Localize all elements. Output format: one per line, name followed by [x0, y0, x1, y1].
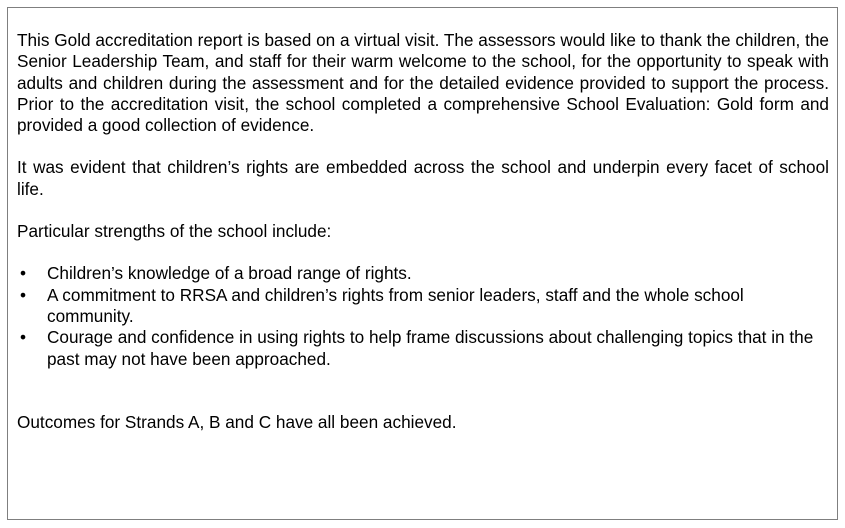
strength-text: Children’s knowledge of a broad range of rights.: [47, 263, 412, 284]
bullet-icon: •: [19, 263, 27, 284]
paragraph-spacer: [17, 370, 829, 412]
list-item: [17, 263, 829, 284]
strength-text: Courage and confidence in using rights to help frame discussions about challenging topics that in the past may not have been approached.: [47, 327, 814, 369]
paragraph-spacer: [17, 136, 829, 157]
report-content: [17, 30, 829, 433]
bullet-icon: •: [19, 327, 27, 348]
strengths-heading: Particular strengths of the school include:: [17, 221, 332, 242]
intro-paragraph: This Gold accreditation report is based on a virtual visit. The assessors would like to thank the children, the Senior Leadership Team, and staff for their warm welcome to the school, for the opportunity to speak with adults and children during the assessment and for the detailed evidence provided to support the process. Prior to the accreditation visit, the school completed a comprehensive School Evaluation: Gold form and provided a good collection of evidence.: [17, 30, 829, 136]
strengths-list: [17, 263, 829, 369]
list-item: [17, 327, 829, 370]
strength-text: A commitment to RRSA and children’s rights from senior leaders, staff and the whole school community.: [47, 284, 744, 326]
rights-paragraph: It was evident that children’s rights are embedded across the school and underpin every facet of school life.: [17, 157, 829, 199]
outcomes-paragraph: Outcomes for Strands A, B and C have all been achieved.: [17, 411, 457, 432]
list-item: [17, 285, 829, 328]
bullet-icon: •: [19, 284, 27, 305]
paragraph-spacer: [17, 242, 829, 263]
paragraph-spacer: [17, 200, 829, 221]
